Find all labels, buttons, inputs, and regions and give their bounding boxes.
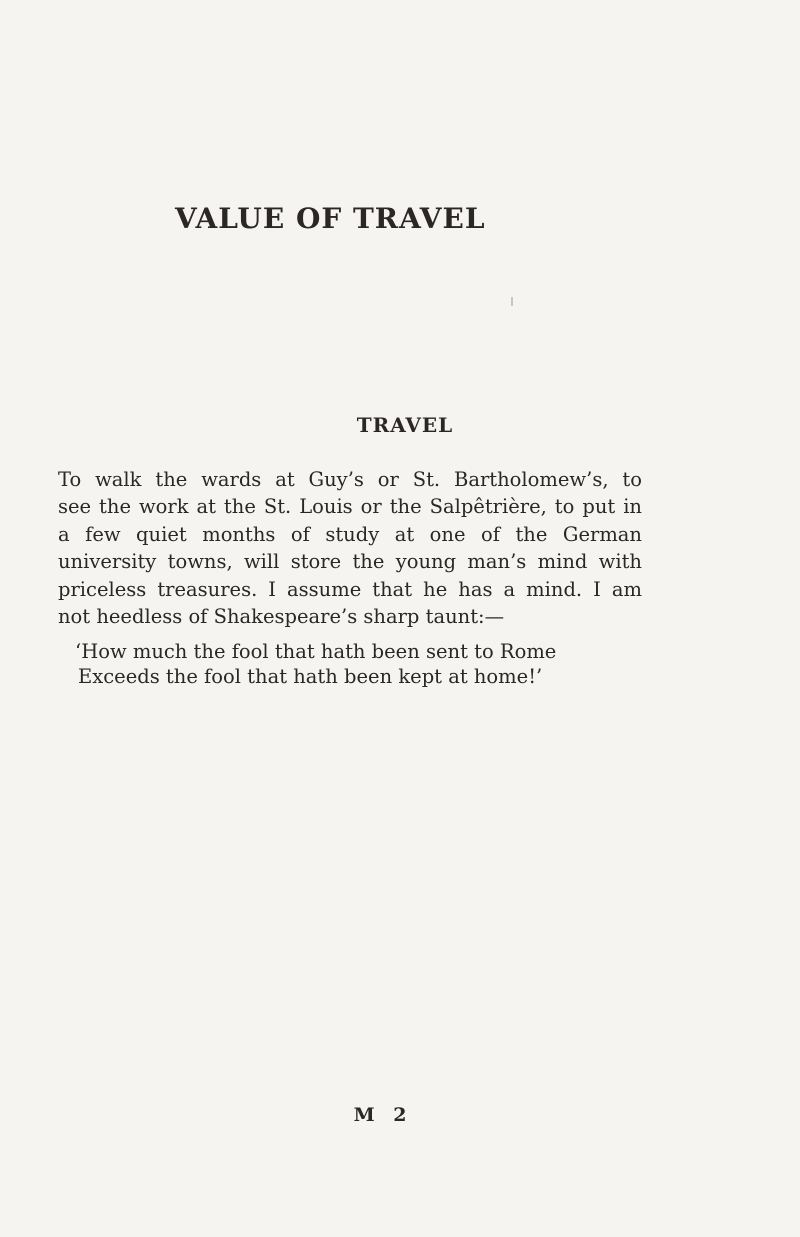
body-paragraph (58, 466, 642, 630)
paragraph-line: To walk the wards at Guy’s or St. Bartholomew’s, to (58, 468, 642, 491)
paragraph-line: a few quiet months of study at one of the German (58, 522, 642, 546)
paragraph-line: see the work at the St. Louis or the Salpêtrière, to put in (58, 495, 642, 519)
paragraph-line: university towns, will store the young man’s mind with (58, 550, 642, 574)
quote-line: ‘How much the fool that hath been sent to Rome (75, 640, 557, 663)
paper-speck (511, 297, 513, 306)
quote-line: Exceeds the fool that hath been kept at home!’ (78, 665, 543, 688)
paragraph-line: not heedless of Shakespeare’s sharp taunt:— (58, 604, 505, 628)
signature-mark: M 2 (353, 1104, 413, 1126)
section-heading: TRAVEL (356, 413, 454, 437)
paragraph-line: priceless treasures. I assume that he has a mind. I am (58, 577, 642, 601)
running-head: VALUE OF TRAVEL (175, 202, 486, 235)
